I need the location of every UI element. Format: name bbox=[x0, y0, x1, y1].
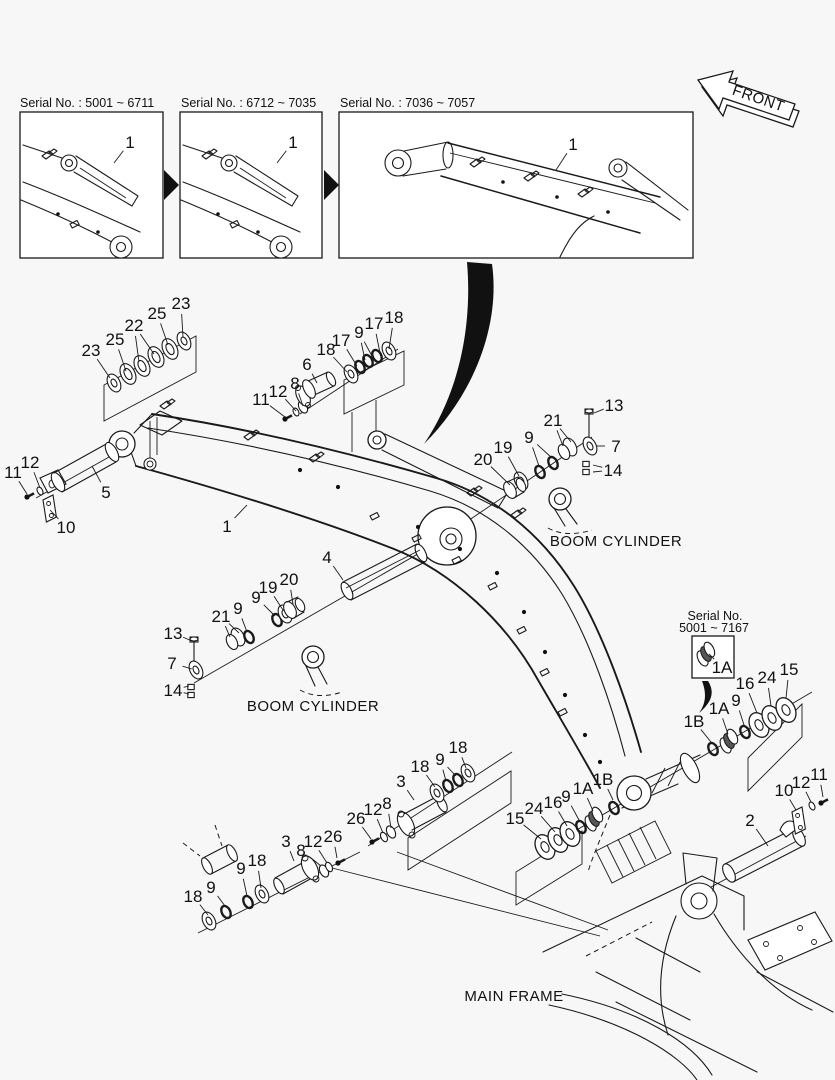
inset-box-2 bbox=[180, 112, 322, 258]
callout-label: 14 bbox=[163, 680, 183, 700]
callout-label: 23 bbox=[171, 293, 191, 313]
leader-line bbox=[19, 481, 27, 494]
leader-line bbox=[756, 829, 768, 846]
callout-label: 18 bbox=[410, 756, 430, 776]
leader-line bbox=[335, 847, 337, 858]
callout-label: 18 bbox=[448, 737, 468, 757]
leader-line bbox=[364, 342, 372, 356]
callout-label: 19 bbox=[493, 437, 513, 457]
callout-label: 26 bbox=[323, 826, 343, 846]
leader-line bbox=[218, 896, 225, 906]
callout-label: 16 bbox=[735, 673, 755, 693]
leader-line bbox=[426, 775, 435, 787]
leader-line bbox=[557, 430, 563, 446]
pointer-swoosh-arrow bbox=[424, 262, 494, 444]
callout-label: 1A bbox=[708, 698, 730, 718]
inset-1-title: Serial No. : 5001 ~ 6711 bbox=[20, 96, 155, 110]
leader-line bbox=[97, 359, 110, 378]
callout-label: 9 bbox=[251, 587, 261, 607]
callout-label: 11 bbox=[810, 764, 828, 784]
leader-line bbox=[821, 785, 823, 797]
callout-label: 23 bbox=[81, 340, 101, 360]
callout-label: 26 bbox=[346, 808, 366, 828]
callout-label: 19 bbox=[258, 577, 278, 597]
leader-line bbox=[533, 447, 539, 466]
serial-inset-boxes bbox=[20, 96, 693, 258]
callout-label: 18 bbox=[316, 339, 336, 359]
inset-3-title: Serial No. : 7036 ~ 7057 bbox=[340, 96, 476, 110]
leader-line bbox=[333, 566, 343, 580]
callout-label: 15 bbox=[779, 659, 799, 679]
leader-line bbox=[407, 790, 414, 800]
leader-line bbox=[291, 590, 293, 604]
callout-label: 1A bbox=[572, 778, 594, 798]
leader-line bbox=[362, 827, 371, 839]
callout-label: 20 bbox=[279, 569, 299, 589]
callout-label: 9 bbox=[731, 690, 741, 710]
leader-line bbox=[491, 467, 510, 485]
callout-label: 9 bbox=[561, 786, 571, 806]
callout-label: 20 bbox=[473, 449, 493, 469]
serial-inset-title-2: 5001 ~ 7167 bbox=[679, 621, 749, 635]
bushing6-group bbox=[282, 340, 398, 422]
callout-label: 10 bbox=[56, 517, 76, 537]
serial-inset-title-1: Serial No. bbox=[687, 609, 743, 623]
callout-label: 1 bbox=[568, 134, 578, 154]
leader-line bbox=[608, 789, 613, 800]
diagram-text-label: MAIN FRAME bbox=[464, 988, 564, 1005]
callout-label: 12 bbox=[20, 452, 40, 472]
callout-label: 13 bbox=[163, 623, 183, 643]
callout-label: 21 bbox=[543, 410, 563, 430]
leader-line bbox=[264, 605, 275, 616]
leader-line bbox=[769, 688, 771, 706]
leader-line bbox=[593, 465, 602, 467]
leader-line bbox=[34, 472, 40, 488]
callout-label: 25 bbox=[147, 303, 167, 323]
callout-label: 8 bbox=[296, 840, 306, 860]
callout-label: 6 bbox=[302, 354, 312, 374]
callout-label: 11 bbox=[252, 389, 270, 409]
leader-line bbox=[723, 718, 728, 734]
callout-label: 15 bbox=[505, 808, 525, 828]
callout-label: 14 bbox=[603, 460, 623, 480]
callout-label: 9 bbox=[354, 322, 364, 342]
leader-line bbox=[806, 792, 811, 802]
leader-line bbox=[377, 819, 383, 833]
arrow-right-icon bbox=[324, 170, 339, 200]
diagram-text-label: BOOM CYLINDER bbox=[246, 698, 380, 715]
inset-box-3 bbox=[339, 112, 693, 258]
callout-label: 21 bbox=[211, 606, 231, 626]
callout-label: 3 bbox=[396, 771, 406, 791]
callout-label: 10 bbox=[774, 780, 794, 800]
leader-line bbox=[347, 349, 357, 366]
callout-label: 9 bbox=[233, 598, 243, 618]
leader-line bbox=[739, 710, 744, 725]
arrow-right-icon bbox=[164, 170, 179, 200]
leader-line bbox=[594, 409, 604, 413]
front-direction-arrow bbox=[698, 71, 799, 127]
callout-label: 7 bbox=[611, 436, 621, 456]
callout-label: 25 bbox=[105, 329, 125, 349]
leader-line bbox=[242, 618, 247, 632]
leader-line bbox=[140, 334, 154, 354]
callout-label: 18 bbox=[247, 850, 267, 870]
callout-label: 8 bbox=[290, 373, 300, 393]
leader-line bbox=[749, 693, 757, 713]
callout-label: 1 bbox=[288, 132, 298, 152]
callout-label: 4 bbox=[322, 547, 332, 567]
callout-label: 1 bbox=[222, 516, 232, 536]
callout-label: 17 bbox=[364, 313, 384, 333]
callout-label: 7 bbox=[167, 653, 177, 673]
front-label: FRONT bbox=[730, 81, 787, 116]
callout-label: 1 bbox=[125, 132, 135, 152]
callout-label: 13 bbox=[604, 395, 624, 415]
leader-line bbox=[235, 505, 247, 518]
callout-label: 12 bbox=[791, 772, 811, 792]
leader-line bbox=[786, 680, 788, 698]
leader-line bbox=[701, 730, 711, 742]
callout-label: 11 bbox=[4, 462, 22, 482]
inset-2-title: Serial No. : 6712 ~ 7035 bbox=[181, 96, 317, 110]
callout-label: 3 bbox=[281, 831, 291, 851]
inset-box-1 bbox=[20, 112, 163, 258]
diagram-text-label: BOOM CYLINDER bbox=[549, 533, 683, 550]
leader-line bbox=[537, 444, 552, 458]
callout-label: 1A bbox=[711, 657, 733, 677]
callout-label: 18 bbox=[183, 886, 203, 906]
leader-line bbox=[593, 471, 602, 472]
callout-label: 9 bbox=[236, 858, 246, 878]
leader-line bbox=[524, 825, 541, 839]
callout-label: 18 bbox=[384, 307, 404, 327]
callout-label: 12 bbox=[268, 381, 288, 401]
leader-line bbox=[319, 850, 327, 863]
callout-label: 22 bbox=[124, 315, 144, 335]
callout-label: 2 bbox=[745, 810, 755, 830]
leader-line bbox=[790, 799, 796, 810]
leader-line bbox=[541, 816, 555, 832]
leader-line bbox=[270, 406, 285, 417]
callout-label: 1B bbox=[683, 711, 705, 731]
callout-label: 8 bbox=[382, 793, 392, 813]
callout-label: 9 bbox=[524, 427, 534, 447]
callout-label: 1B bbox=[592, 769, 614, 789]
callout-label: 24 bbox=[757, 667, 777, 687]
main-frame-drawing bbox=[543, 821, 833, 1080]
callout-label: 24 bbox=[524, 798, 544, 818]
leader-line bbox=[587, 798, 593, 811]
callout-label: 9 bbox=[435, 749, 445, 769]
callout-label: 12 bbox=[303, 831, 323, 851]
leader-line bbox=[448, 767, 456, 776]
pin2-group bbox=[720, 799, 828, 884]
callout-label: 9 bbox=[206, 877, 216, 897]
callout-label: 16 bbox=[543, 792, 563, 812]
callout-label: 5 bbox=[101, 482, 111, 502]
leader-line bbox=[243, 879, 247, 896]
leader-line bbox=[333, 357, 347, 372]
leader-line bbox=[508, 457, 519, 476]
leader-line bbox=[290, 851, 294, 861]
callout-label: 17 bbox=[331, 330, 351, 350]
leader-line bbox=[571, 806, 579, 820]
callout-label: 12 bbox=[363, 799, 383, 819]
